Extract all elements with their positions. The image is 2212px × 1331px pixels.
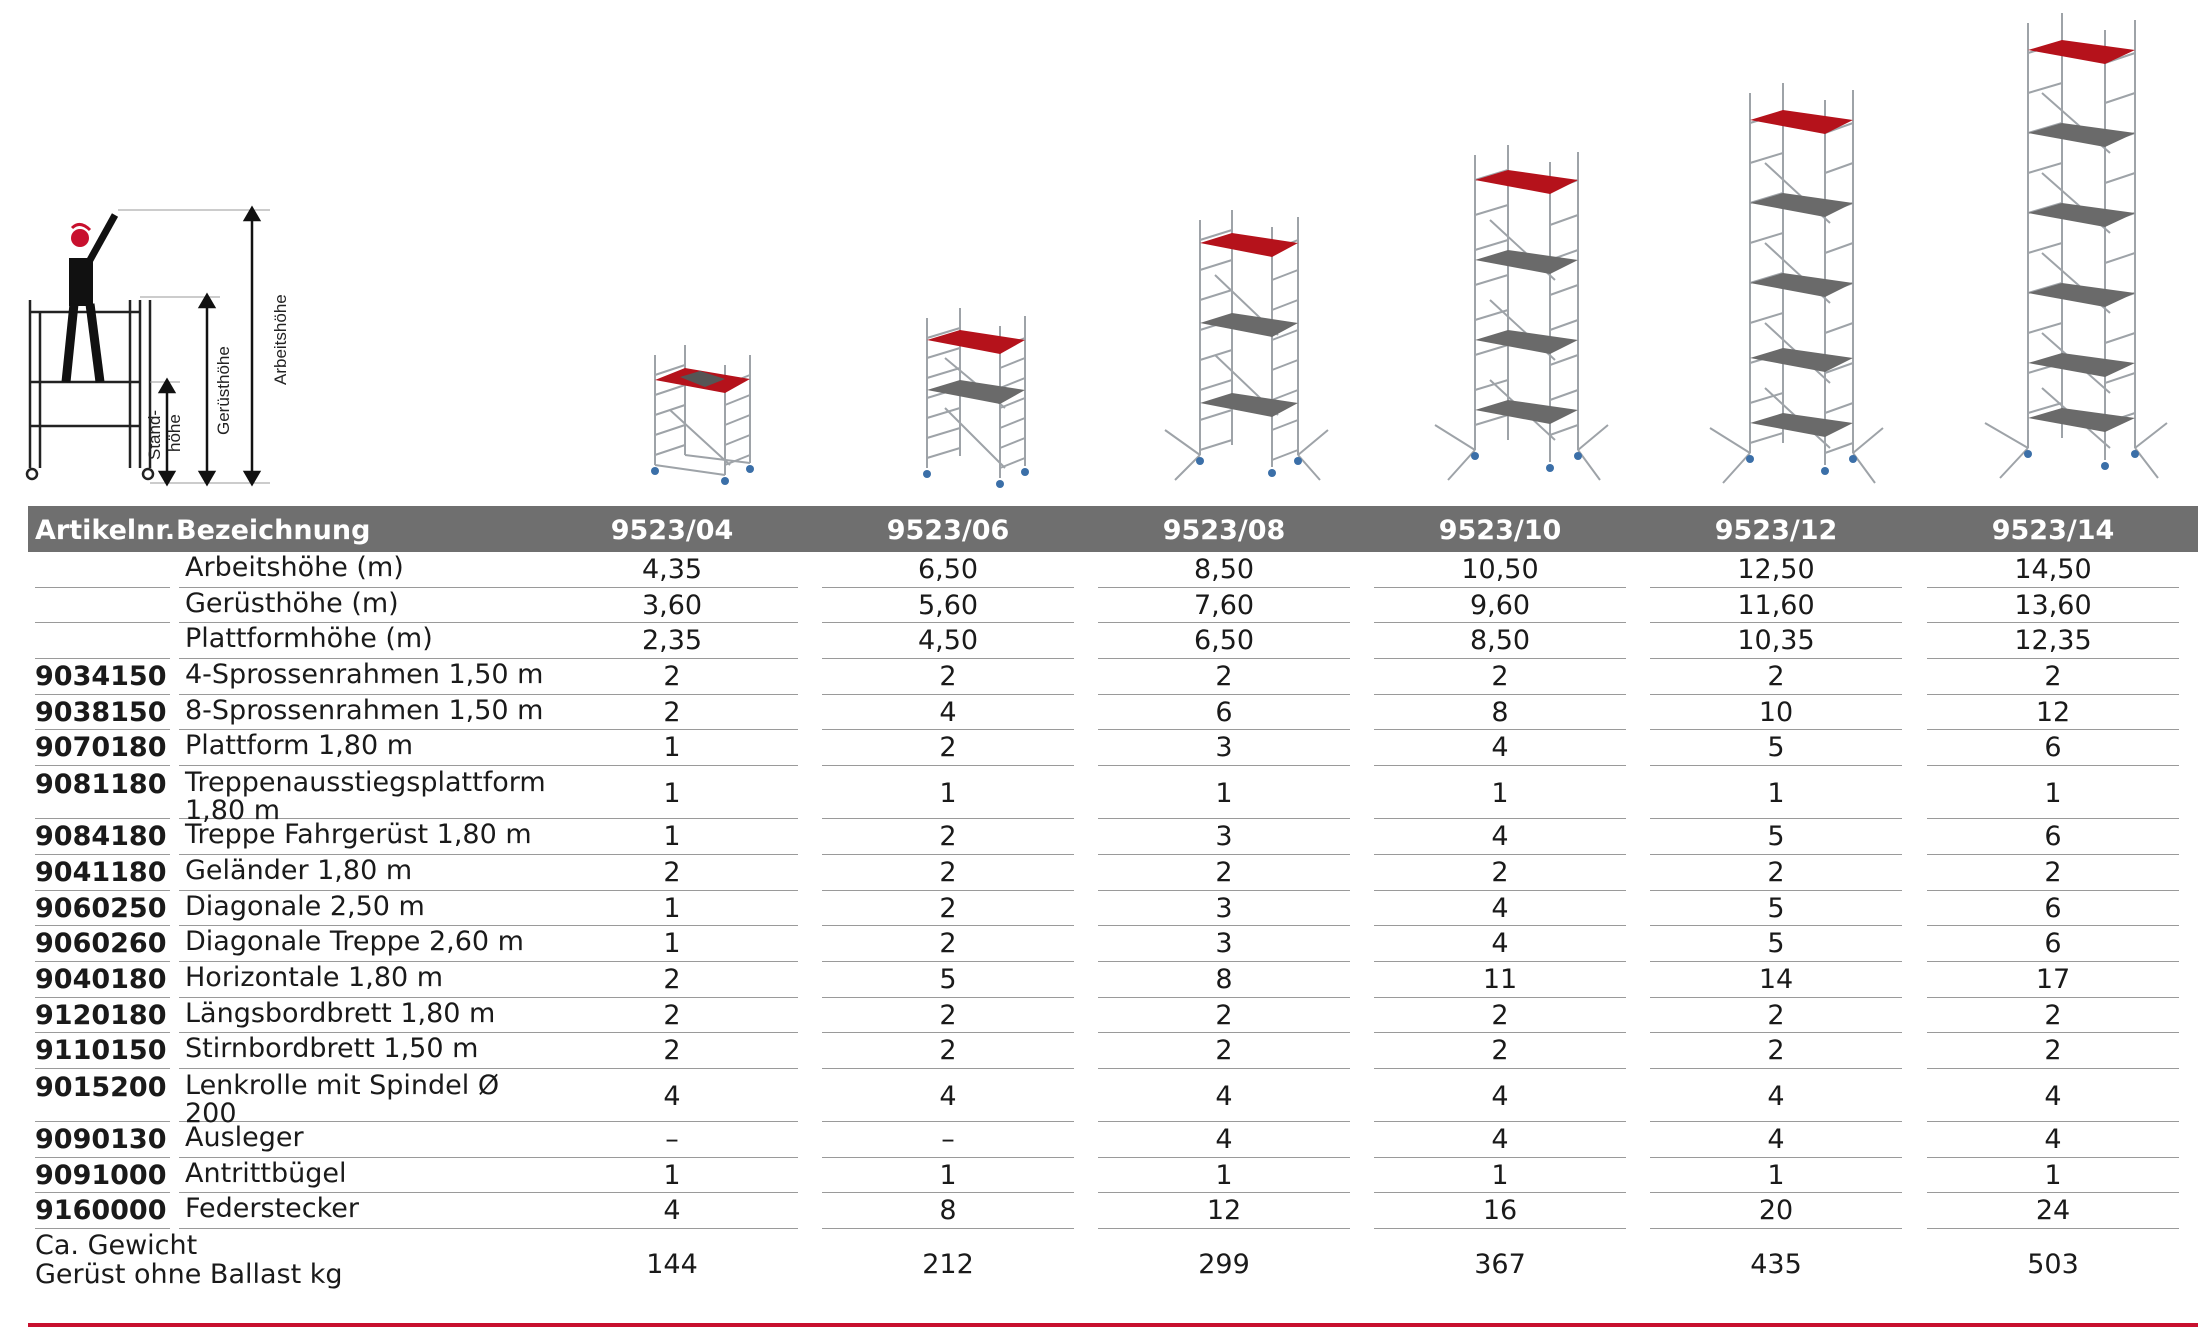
quantity-cell: 1: [546, 1158, 798, 1194]
article-number-cell: 9015200: [35, 1069, 170, 1122]
weight-value: 503: [2027, 1249, 2079, 1280]
description-cell: Federstecker: [179, 1193, 550, 1229]
quantity-cell: 2: [1374, 855, 1626, 891]
scaffold-image-9523-12: [1705, 78, 1885, 498]
quantity-cell: 12,35: [1927, 623, 2179, 659]
quantity-cell: 12,50: [1650, 552, 1902, 588]
quantity-cell: 1: [1927, 1158, 2179, 1194]
table-row: [28, 588, 2198, 624]
table-row: [28, 926, 2198, 962]
description-cell: Antrittbügel: [179, 1158, 550, 1194]
quantity-cell: 1: [1098, 1158, 1350, 1194]
quantity-cell: 2: [822, 819, 1074, 855]
quantity-cell: 10,35: [1650, 623, 1902, 659]
table-row: [28, 1193, 2198, 1229]
quantity-cell: 6: [1927, 730, 2179, 766]
quantity-cell: 4: [1650, 1069, 1902, 1122]
header-model: 9523/12: [1714, 515, 1838, 546]
quantity-cell: 2: [822, 659, 1074, 695]
quantity-cell: 2: [546, 998, 798, 1034]
description-cell: Lenkrolle mit Spindel Ø 200: [179, 1069, 550, 1122]
quantity-cell: 4: [1374, 819, 1626, 855]
article-number-cell: [35, 588, 170, 624]
quantity-cell: 1: [1650, 766, 1902, 819]
table-row: [28, 766, 2198, 827]
header-model: 9523/10: [1438, 515, 1562, 546]
standhoehe-label-1: Stand-: [145, 409, 164, 460]
description-cell: Horizontale 1,80 m: [179, 962, 550, 998]
description-cell: Diagonale 2,50 m: [179, 891, 550, 927]
header-model: 9523/04: [610, 515, 734, 546]
quantity-cell: 2: [822, 926, 1074, 962]
quantity-cell: 8: [1374, 695, 1626, 731]
quantity-cell: 1: [546, 730, 798, 766]
quantity-cell: 3: [1098, 819, 1350, 855]
quantity-cell: 1: [822, 766, 1074, 819]
quantity-cell: 2: [1098, 998, 1350, 1034]
quantity-cell: 2: [1650, 998, 1902, 1034]
quantity-cell: 12: [1098, 1193, 1350, 1229]
article-number-cell: 9040180: [35, 962, 170, 998]
description-cell: Treppe Fahrgerüst 1,80 m: [179, 819, 550, 855]
quantity-cell: 2: [822, 891, 1074, 927]
header-model: 9523/14: [1991, 515, 2115, 546]
weight-label-line2: Gerüst ohne Ballast kg: [35, 1259, 343, 1290]
quantity-cell: 6,50: [1098, 623, 1350, 659]
quantity-cell: 14: [1650, 962, 1902, 998]
parts-table: [28, 506, 2198, 1295]
quantity-cell: 2: [1650, 659, 1902, 695]
article-number-cell: 9084180: [35, 819, 170, 855]
quantity-cell: 8: [822, 1193, 1074, 1229]
quantity-cell: 3: [1098, 730, 1350, 766]
quantity-cell: 6,50: [822, 552, 1074, 588]
quantity-cell: 4: [1374, 730, 1626, 766]
quantity-cell: 4: [546, 1069, 798, 1122]
quantity-cell: 4: [1374, 891, 1626, 927]
article-number-cell: [35, 623, 170, 659]
quantity-cell: 2: [822, 998, 1074, 1034]
quantity-cell: 1: [1650, 1158, 1902, 1194]
description-cell: Ausleger: [179, 1122, 550, 1158]
quantity-cell: 1: [1927, 766, 2179, 819]
quantity-cell: 2: [546, 659, 798, 695]
article-number-cell: 9081180: [35, 766, 170, 819]
scaffold-image-9523-08: [1160, 205, 1330, 495]
weight-value: 212: [922, 1249, 974, 1280]
table-body: [28, 552, 2198, 1229]
quantity-cell: 17: [1927, 962, 2179, 998]
description-cell: Treppenausstiegsplattform 1,80 m: [179, 766, 550, 819]
quantity-cell: 11: [1374, 962, 1626, 998]
quantity-cell: 1: [1374, 1158, 1626, 1194]
article-number-cell: 9060250: [35, 891, 170, 927]
description-cell: Plattform 1,80 m: [179, 730, 550, 766]
scaffold-image-9523-06: [915, 298, 1035, 493]
quantity-cell: 1: [546, 819, 798, 855]
bottom-rule: [28, 1323, 2198, 1327]
weight-label: [35, 1229, 550, 1295]
quantity-cell: 5: [1650, 730, 1902, 766]
quantity-cell: 16: [1374, 1193, 1626, 1229]
weight-value: 144: [646, 1249, 698, 1280]
table-row: [28, 695, 2198, 731]
quantity-cell: 6: [1098, 695, 1350, 731]
quantity-cell: 2,35: [546, 623, 798, 659]
table-row: [28, 552, 2198, 588]
quantity-cell: 1: [822, 1158, 1074, 1194]
table-header: [28, 506, 2198, 552]
quantity-cell: 8,50: [1374, 623, 1626, 659]
table-row: [28, 1033, 2198, 1069]
quantity-cell: 11,60: [1650, 588, 1902, 624]
quantity-cell: 5: [1650, 891, 1902, 927]
table-row: [28, 891, 2198, 927]
description-cell: Längsbordbrett 1,80 m: [179, 998, 550, 1034]
header-model: 9523/06: [886, 515, 1010, 546]
scaffold-image-9523-14: [1980, 8, 2170, 498]
table-row: [28, 659, 2198, 695]
quantity-cell: 1: [1374, 766, 1626, 819]
quantity-cell: 20: [1650, 1193, 1902, 1229]
description-cell: 4-Sprossenrahmen 1,50 m: [179, 659, 550, 695]
quantity-cell: 24: [1927, 1193, 2179, 1229]
table-row: [28, 962, 2198, 998]
weight-value: 299: [1198, 1249, 1250, 1280]
quantity-cell: 4,35: [546, 552, 798, 588]
article-number-cell: 9091000: [35, 1158, 170, 1194]
quantity-cell: –: [546, 1122, 798, 1158]
table-row: [28, 998, 2198, 1034]
weight-row: [28, 1229, 2198, 1295]
article-number-cell: 9110150: [35, 1033, 170, 1069]
quantity-cell: 6: [1927, 819, 2179, 855]
quantity-cell: 2: [1374, 998, 1626, 1034]
arbeitshoehe-label: Arbeitshöhe: [271, 294, 290, 385]
quantity-cell: 6: [1927, 891, 2179, 927]
quantity-cell: 3,60: [546, 588, 798, 624]
quantity-cell: 5,60: [822, 588, 1074, 624]
quantity-cell: 2: [1927, 659, 2179, 695]
quantity-cell: –: [822, 1122, 1074, 1158]
quantity-cell: 2: [822, 855, 1074, 891]
quantity-cell: 2: [822, 730, 1074, 766]
quantity-cell: 4: [1098, 1122, 1350, 1158]
quantity-cell: 2: [822, 1033, 1074, 1069]
quantity-cell: 5: [1650, 926, 1902, 962]
table-row: [28, 855, 2198, 891]
quantity-cell: 12: [1927, 695, 2179, 731]
quantity-cell: 2: [1374, 659, 1626, 695]
quantity-cell: 10: [1650, 695, 1902, 731]
worker-icon: [66, 215, 115, 382]
description-cell: 8-Sprossenrahmen 1,50 m: [179, 695, 550, 731]
quantity-cell: 3: [1098, 891, 1350, 927]
quantity-cell: 1: [546, 766, 798, 819]
weight-label-line1: Ca. Gewicht: [35, 1230, 198, 1261]
article-number-cell: 9060260: [35, 926, 170, 962]
quantity-cell: 4,50: [822, 623, 1074, 659]
geruesthoehe-label: Gerüsthöhe: [214, 346, 233, 435]
quantity-cell: 4: [1374, 1122, 1626, 1158]
description-cell: Stirnbordbrett 1,50 m: [179, 1033, 550, 1069]
description-cell: Arbeitshöhe (m): [179, 552, 550, 588]
quantity-cell: 4: [546, 1193, 798, 1229]
description-cell: Diagonale Treppe 2,60 m: [179, 926, 550, 962]
header-artikelnr: Artikelnr.: [35, 515, 176, 546]
article-number-cell: 9090130: [35, 1122, 170, 1158]
table-row: [28, 1158, 2198, 1194]
quantity-cell: 13,60: [1927, 588, 2179, 624]
quantity-cell: 14,50: [1927, 552, 2179, 588]
standhoehe-label-2: höhe: [165, 414, 184, 452]
quantity-cell: 4: [1374, 926, 1626, 962]
quantity-cell: 2: [1650, 855, 1902, 891]
quantity-cell: 2: [1098, 1033, 1350, 1069]
quantity-cell: 8: [1098, 962, 1350, 998]
quantity-cell: 4: [1374, 1069, 1626, 1122]
quantity-cell: 2: [1927, 1033, 2179, 1069]
quantity-cell: 4: [1650, 1122, 1902, 1158]
article-number-cell: 9070180: [35, 730, 170, 766]
quantity-cell: 2: [1650, 1033, 1902, 1069]
quantity-cell: 2: [546, 962, 798, 998]
weight-value: 435: [1750, 1249, 1802, 1280]
weight-value: 367: [1474, 1249, 1526, 1280]
article-number-cell: 9038150: [35, 695, 170, 731]
quantity-cell: 4: [1098, 1069, 1350, 1122]
article-number-cell: 9120180: [35, 998, 170, 1034]
description-cell: Gerüsthöhe (m): [179, 588, 550, 624]
article-number-cell: 9041180: [35, 855, 170, 891]
table-row: [28, 730, 2198, 766]
quantity-cell: 7,60: [1098, 588, 1350, 624]
quantity-cell: 1: [546, 891, 798, 927]
table-row: [28, 1122, 2198, 1158]
quantity-cell: 4: [822, 1069, 1074, 1122]
quantity-cell: 4: [1927, 1122, 2179, 1158]
quantity-cell: 4: [1927, 1069, 2179, 1122]
quantity-cell: 5: [1650, 819, 1902, 855]
table-row: [28, 1069, 2198, 1129]
article-number-cell: 9034150: [35, 659, 170, 695]
article-number-cell: [35, 552, 170, 588]
quantity-cell: 2: [546, 1033, 798, 1069]
table-row: [28, 819, 2198, 855]
quantity-cell: 2: [1374, 1033, 1626, 1069]
scaffold-image-9523-10: [1430, 140, 1610, 495]
header-model: 9523/08: [1162, 515, 1286, 546]
scaffold-image-9523-04: [640, 335, 760, 490]
table-row: [28, 623, 2198, 659]
article-number-cell: 9160000: [35, 1193, 170, 1229]
quantity-cell: 2: [546, 855, 798, 891]
height-legend-figure: [20, 200, 290, 490]
description-cell: Plattformhöhe (m): [179, 623, 550, 659]
quantity-cell: 2: [546, 695, 798, 731]
quantity-cell: 6: [1927, 926, 2179, 962]
quantity-cell: 9,60: [1374, 588, 1626, 624]
description-cell: Geländer 1,80 m: [179, 855, 550, 891]
quantity-cell: 10,50: [1374, 552, 1626, 588]
quantity-cell: 2: [1098, 855, 1350, 891]
quantity-cell: 4: [822, 695, 1074, 731]
quantity-cell: 5: [822, 962, 1074, 998]
quantity-cell: 2: [1927, 855, 2179, 891]
quantity-cell: 3: [1098, 926, 1350, 962]
quantity-cell: 8,50: [1098, 552, 1350, 588]
quantity-cell: 1: [546, 926, 798, 962]
quantity-cell: 1: [1098, 766, 1350, 819]
quantity-cell: 2: [1098, 659, 1350, 695]
header-bezeichnung: Bezeichnung: [176, 515, 371, 546]
quantity-cell: 2: [1927, 998, 2179, 1034]
